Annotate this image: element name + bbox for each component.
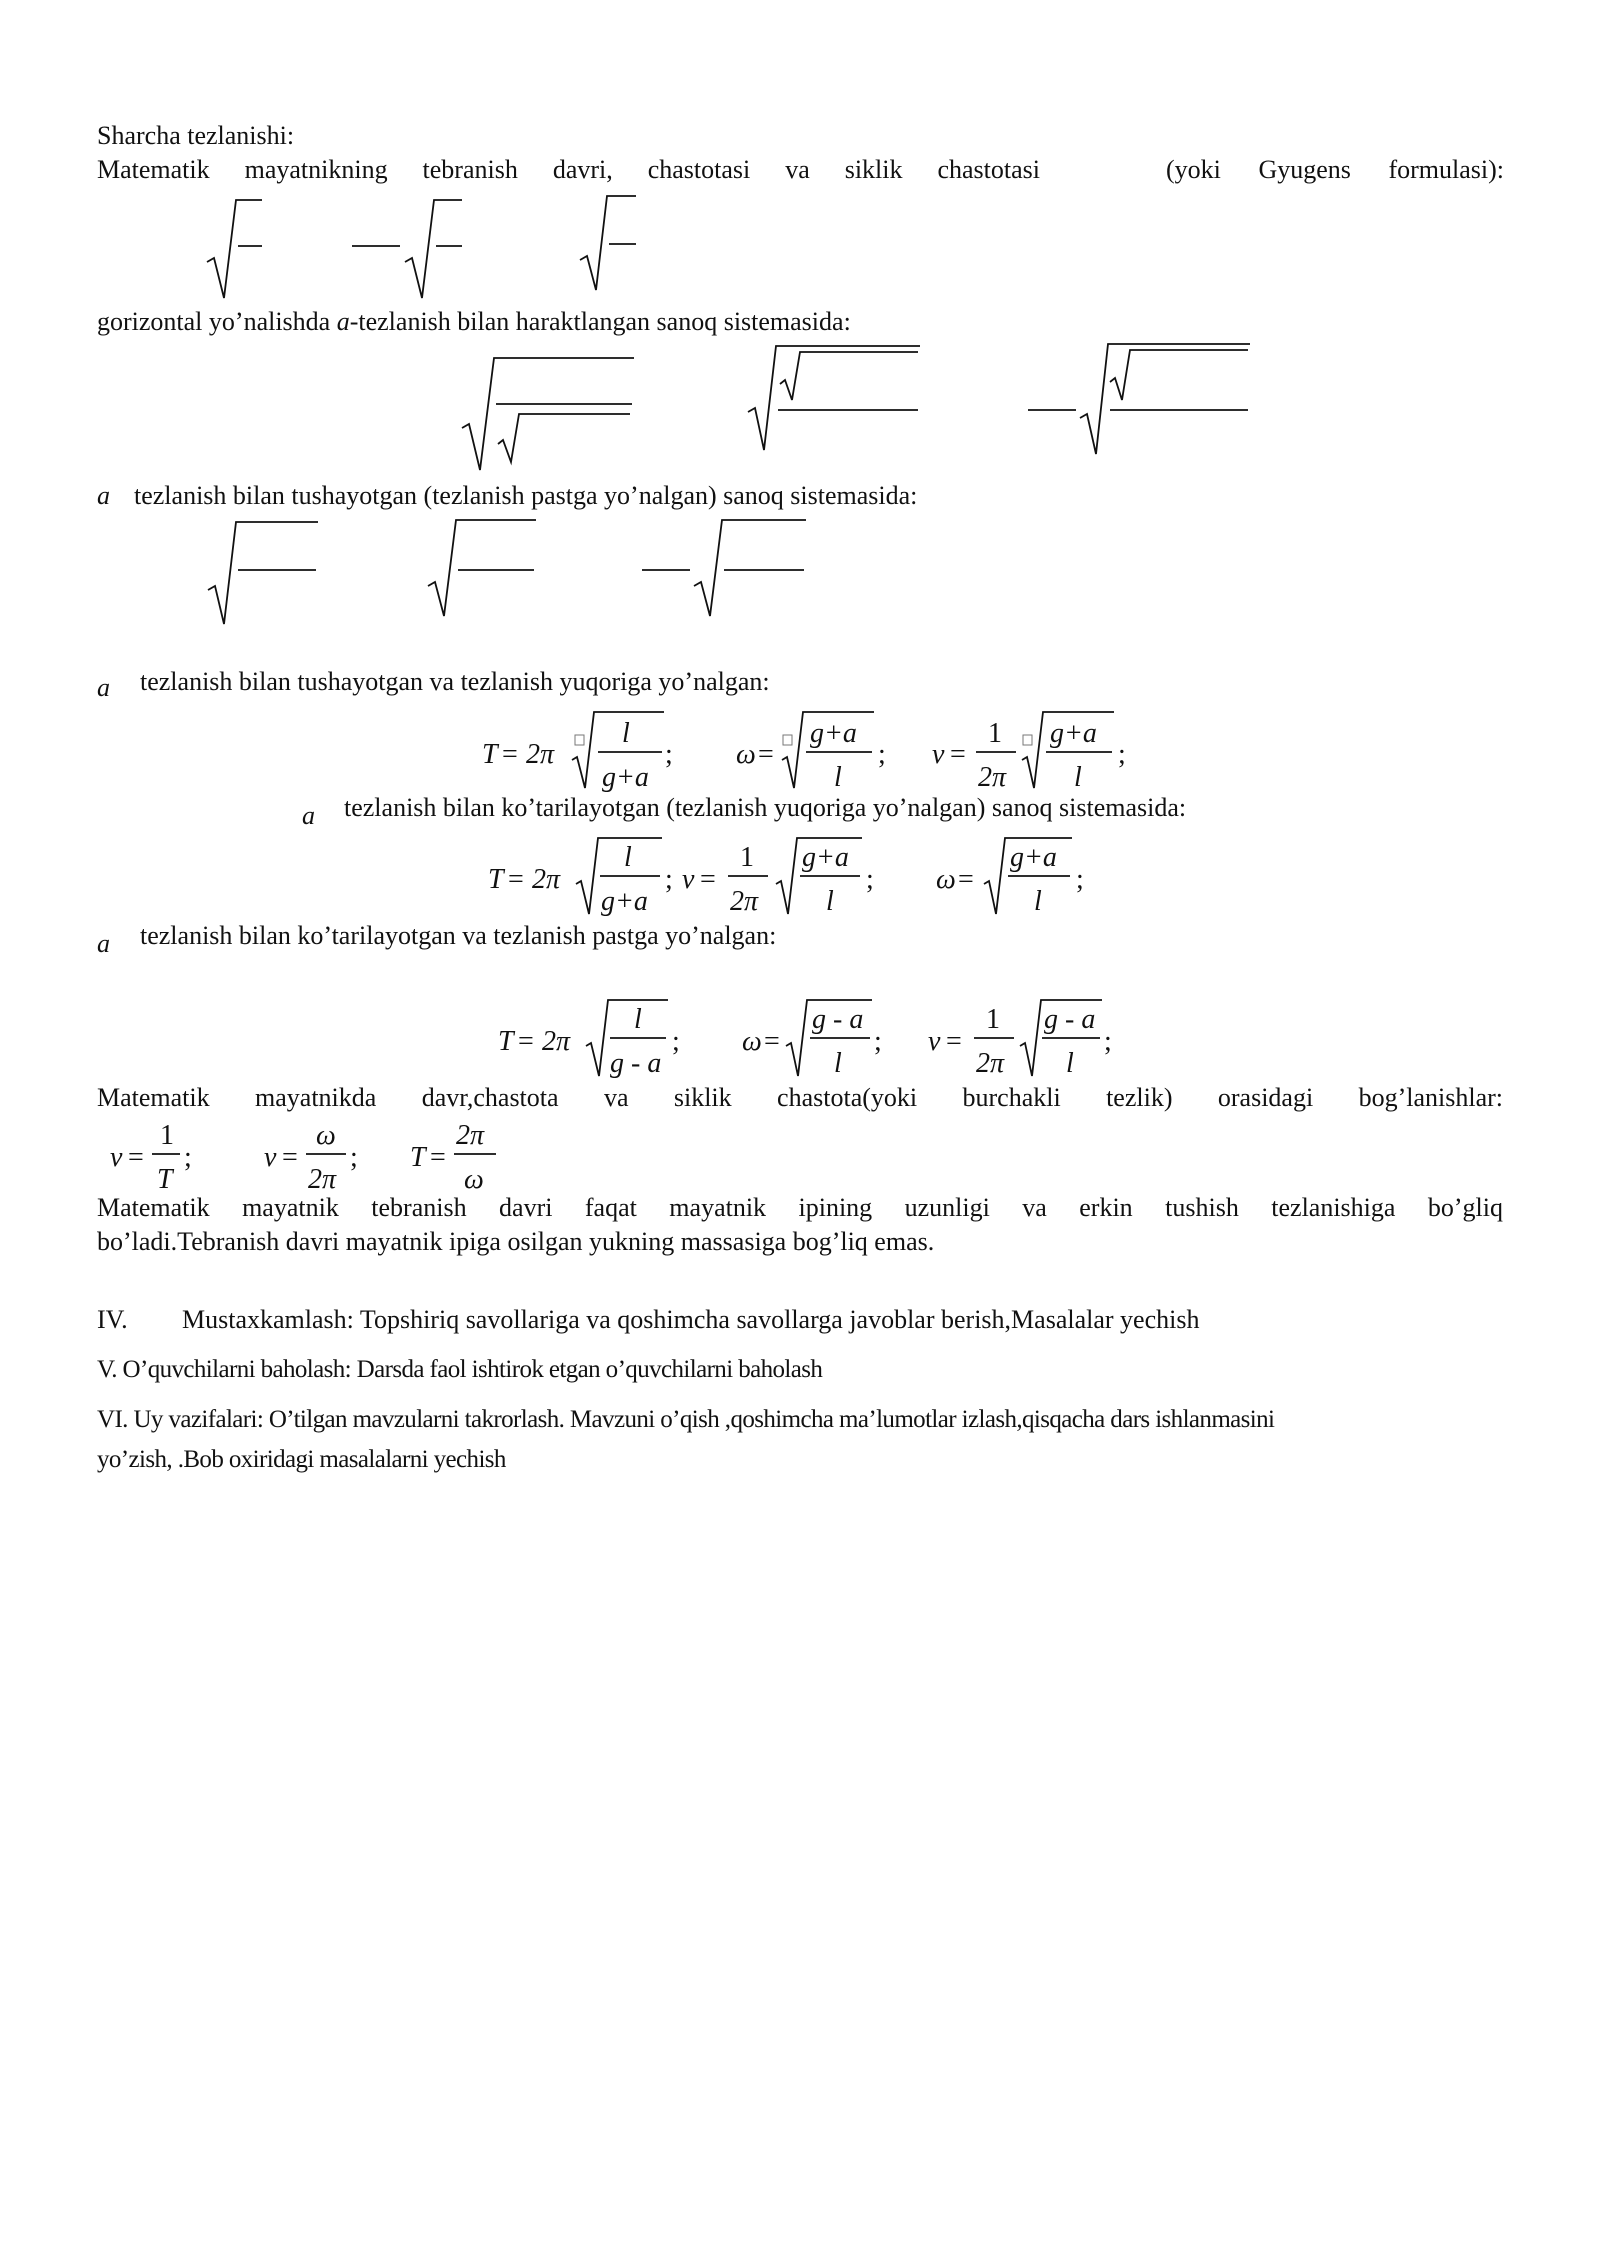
nu: v: [264, 1142, 277, 1173]
semicolon: ;: [874, 1026, 882, 1057]
semicolon: ;: [350, 1142, 358, 1173]
nu: v: [932, 739, 945, 770]
intro-tail: (yoki Gyugens formulasi):: [1166, 155, 1504, 184]
equals-sign: =: [700, 864, 716, 895]
sqrt-sign: [1110, 350, 1248, 400]
denominator-l: l: [1034, 886, 1042, 917]
denominator-l: l: [834, 1048, 842, 1079]
s3-text: tezlanish bilan tushayotgan va tezlanish yuqoriga yo’nalgan:: [140, 667, 770, 696]
semicolon: ;: [665, 864, 673, 895]
numerator-2pi: 2π: [456, 1120, 485, 1151]
numerator-g-plus-a: g+a: [1010, 842, 1057, 873]
numerator-1: 1: [160, 1120, 174, 1151]
huygens-formulas: [207, 196, 636, 298]
s1-var: a: [336, 307, 350, 336]
omega: ω: [742, 1026, 762, 1057]
s2-text: tezlanish bilan tushayotgan (tezlanish pastga yo’nalgan) sanoq sistemasida:: [134, 481, 918, 510]
section-iv-text: Mustaxkamlash: Topshiriq savollariga va qoshimcha savollarga javoblar berish,Masalalar yechish: [182, 1305, 1200, 1334]
equals-sign: =: [502, 739, 518, 770]
horizontal-formulas: [462, 344, 1250, 470]
period-T: T: [498, 1026, 514, 1057]
s4-var: a: [302, 801, 315, 830]
semicolon: ;: [1104, 1026, 1112, 1057]
equals-sign: =: [946, 1026, 962, 1057]
sqrt-sign: [208, 522, 318, 624]
denominator-2pi: 2π: [730, 886, 759, 917]
omega: ω: [936, 864, 956, 895]
numerator-g-plus-a: g+a: [1050, 718, 1097, 749]
section-vi-line-1: VI. Uy vazifalari: O’tilgan mavzularni takrorlash. Mavzuni o’qish ,qoshimcha ma’lumotlar izlash,qisqacha dars ishlanmasini: [97, 1406, 1275, 1433]
numerator-omega: ω: [316, 1120, 336, 1151]
period-T: T: [482, 739, 498, 770]
sqrt-sign: [580, 196, 636, 290]
denominator-g-plus-a: g+a: [601, 886, 648, 917]
section-vi-line-2: yo’zish, .Bob oxiridagi masalalarni yechish: [97, 1446, 506, 1473]
semicolon: ;: [184, 1142, 192, 1173]
coef-2pi: 2π: [542, 1026, 571, 1057]
s4-text: tezlanish bilan ko’tarilayotgan (tezlanish yuqoriga yo’nalgan) sanoq sistemasida:: [344, 793, 1187, 822]
denominator-T: T: [157, 1164, 173, 1195]
section-iv-number: IV.: [97, 1305, 128, 1334]
semicolon: ;: [665, 739, 673, 770]
falling-up-formulas: [482, 712, 1126, 793]
denominator-omega: ω: [464, 1164, 484, 1195]
denominator-2pi: 2π: [978, 762, 1007, 793]
numerator-g-minus-a: g - a: [812, 1004, 864, 1035]
semicolon: ;: [878, 739, 886, 770]
equals-sign: =: [950, 739, 966, 770]
falling-down-formulas: [208, 520, 806, 624]
relations-formulas: [110, 1120, 496, 1195]
coef-2pi: 2π: [532, 864, 561, 895]
s2-var: a: [97, 481, 110, 510]
s1-text-post: -tezlanish bilan haraktlangan sanoq sistemasida:: [349, 307, 851, 336]
rising-down-formulas: [498, 1000, 1112, 1079]
sqrt-sign: [405, 200, 462, 298]
numerator-1: 1: [740, 842, 754, 873]
semicolon: ;: [1118, 739, 1126, 770]
placeholder-box: [783, 735, 792, 745]
numerator-g-plus-a: g+a: [802, 842, 849, 873]
semicolon: ;: [1076, 864, 1084, 895]
semicolon: ;: [866, 864, 874, 895]
sqrt-sign: [498, 414, 630, 462]
equals-sign: =: [128, 1142, 144, 1173]
s5-var: a: [97, 929, 110, 958]
semicolon: ;: [672, 1026, 680, 1057]
period-T: T: [410, 1142, 426, 1173]
relations-line: Matematik mayatnikda davr,chastota va siklik chastota(yoki burchakli tezlik) orasidagi bog’lanishlar:: [97, 1083, 1503, 1112]
equals-sign: =: [430, 1142, 446, 1173]
sqrt-sign: [694, 520, 806, 616]
sqrt-sign: [780, 352, 918, 400]
numerator-1: 1: [988, 718, 1002, 749]
denominator-2pi: 2π: [308, 1164, 337, 1195]
sqrt-sign: [1080, 344, 1250, 454]
nu: v: [928, 1026, 941, 1057]
denominator-g-minus-a: g - a: [610, 1048, 662, 1079]
placeholder-box: [1023, 735, 1032, 745]
intro-line: Matematik mayatnikning tebranish davri, chastotasi va siklik chastotasi: [97, 155, 1040, 184]
nu: v: [110, 1142, 123, 1173]
equals-sign: =: [958, 864, 974, 895]
denominator-2pi: 2π: [976, 1048, 1005, 1079]
s1-text-pre: gorizontal yo’nalishda: [97, 307, 337, 336]
numerator-l: l: [622, 718, 630, 749]
rising-up-formulas: [488, 838, 1084, 917]
equals-sign: =: [518, 1026, 534, 1057]
denominator-g-plus-a: g+a: [602, 762, 649, 793]
omega: ω: [736, 739, 756, 770]
heading: Sharcha tezlanishi:: [97, 121, 295, 150]
coef-2pi: 2π: [526, 739, 555, 770]
numerator-g-plus-a: g+a: [810, 718, 857, 749]
period-T: T: [488, 864, 504, 895]
denominator-l: l: [1074, 762, 1082, 793]
equals-sign: =: [508, 864, 524, 895]
equals-sign: =: [282, 1142, 298, 1173]
sqrt-sign: [748, 346, 920, 450]
section-v: V. O’quvchilarni baholash: Darsda faol ishtirok etgan o’quvchilarni baholash: [97, 1356, 823, 1383]
s5-text: tezlanish bilan ko’tarilayotgan va tezlanish pastga yo’nalgan:: [140, 921, 777, 950]
s3-var: a: [97, 673, 110, 702]
denominator-l: l: [826, 886, 834, 917]
sqrt-sign: [207, 200, 262, 298]
conclusion-line-1: Matematik mayatnik tebranish davri faqat mayatnik ipining uzunligi va erkin tushish tezlanishiga bo’gliq: [97, 1193, 1503, 1222]
numerator-l: l: [624, 842, 632, 873]
denominator-l: l: [1066, 1048, 1074, 1079]
denominator-l: l: [834, 762, 842, 793]
equals-sign: =: [764, 1026, 780, 1057]
placeholder-box: [575, 735, 584, 745]
numerator-g-minus-a: g - a: [1044, 1004, 1096, 1035]
sqrt-sign: [428, 520, 536, 616]
conclusion-line-2: bo’ladi.Tebranish davri mayatnik ipiga osilgan yukning massasiga bog’liq emas.: [97, 1227, 935, 1256]
nu: v: [682, 864, 695, 895]
numerator-1: 1: [986, 1004, 1000, 1035]
numerator-l: l: [634, 1004, 642, 1035]
equals-sign: =: [758, 739, 774, 770]
